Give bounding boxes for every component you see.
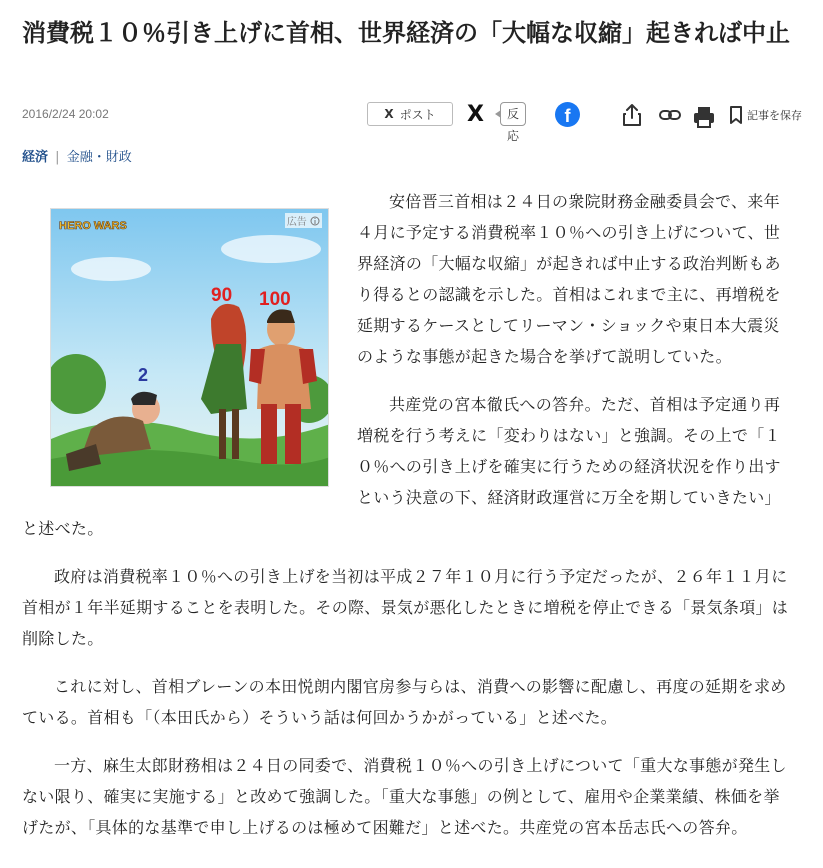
category-breadcrumb xyxy=(22,146,132,165)
category-separator: | xyxy=(55,150,60,165)
article-body xyxy=(22,186,792,860)
ad-number-100: 100 xyxy=(259,289,291,310)
save-article-button[interactable] xyxy=(729,106,802,124)
link-icon[interactable] xyxy=(657,102,683,128)
print-icon[interactable] xyxy=(691,104,717,130)
ad-label: 広告 xyxy=(285,213,322,228)
share-icon[interactable] xyxy=(619,102,645,128)
ad-brand-text: HERO WARS xyxy=(59,220,127,232)
category-sub-link[interactable]: 金融・財政 xyxy=(66,150,132,165)
bookmark-icon xyxy=(729,106,743,124)
ad-number-2: 2 xyxy=(138,365,149,385)
x-reaction-icon[interactable]: X xyxy=(467,102,484,127)
publish-date: 2016/2/24 20:02 xyxy=(22,107,109,121)
facebook-icon[interactable]: f xyxy=(555,102,580,127)
x-logo-icon: X xyxy=(384,107,394,121)
ad-number-90: 90 xyxy=(211,285,233,306)
category-main-link[interactable]: 経済 xyxy=(22,150,49,165)
paragraph: 一方、麻生太郎財務相は２４日の同委で、消費税１０％への引き上げについて「重大な事態が発生しない限り、確実に実施する」と改めて強調した。「重大な事態」の例として、雇用や企業業績、株価を挙げたが、「具体的な基準で申し上げるのは極めて困難だ」と述べた。共産党の宮本岳志氏への答弁。 xyxy=(22,756,787,837)
paragraph: 安倍晋三首相は２４日の衆院財務金融委員会で、来年４月に予定する消費税率１０％への引き上げについて、世界経済の「大幅な収縮」が起きれば中止する政治判断もあり得るとの認識を示した。首相はこれまで主に、再増税を延期するケースとしてリーマン・ショックや東日本大震災のような事態が起きた場合を挙げて説明していた。 xyxy=(357,192,781,366)
x-post-button[interactable] xyxy=(367,102,453,126)
post-label: ポスト xyxy=(399,107,436,122)
save-label: 記事を保存 xyxy=(747,109,802,122)
paragraph: 政府は消費税率１０％への引き上げを当初は平成２７年１０月に行う予定だったが、２６年１１月に首相が１年半延期することを表明した。その際、景気が悪化したときに増税を停止できる「景気条項」は削除した。 xyxy=(22,567,789,648)
article-title: 消費税１０％引き上げに首相、世界経済の「大幅な収縮」起きれば中止 xyxy=(22,19,790,47)
paragraph: 共産党の宮本徹氏への答弁。ただ、首相は予定通り再増税を行う考えに「変わりはない」と強調。その上で「１０％への引き上げを確実に行うための経済状況を作り出すという決意の下、経済財政運営に万全を期していきたい」と述べた。 xyxy=(22,395,781,538)
paragraph: これに対し、首相ブレーンの本田悦朗内閣官房参与らは、消費への影響に配慮し、再度の延期を求めている。首相も「（本田氏から）そういう話は何回かうかがっている」と述べた。 xyxy=(22,677,787,727)
reaction-button[interactable]: 反応 xyxy=(500,102,526,126)
